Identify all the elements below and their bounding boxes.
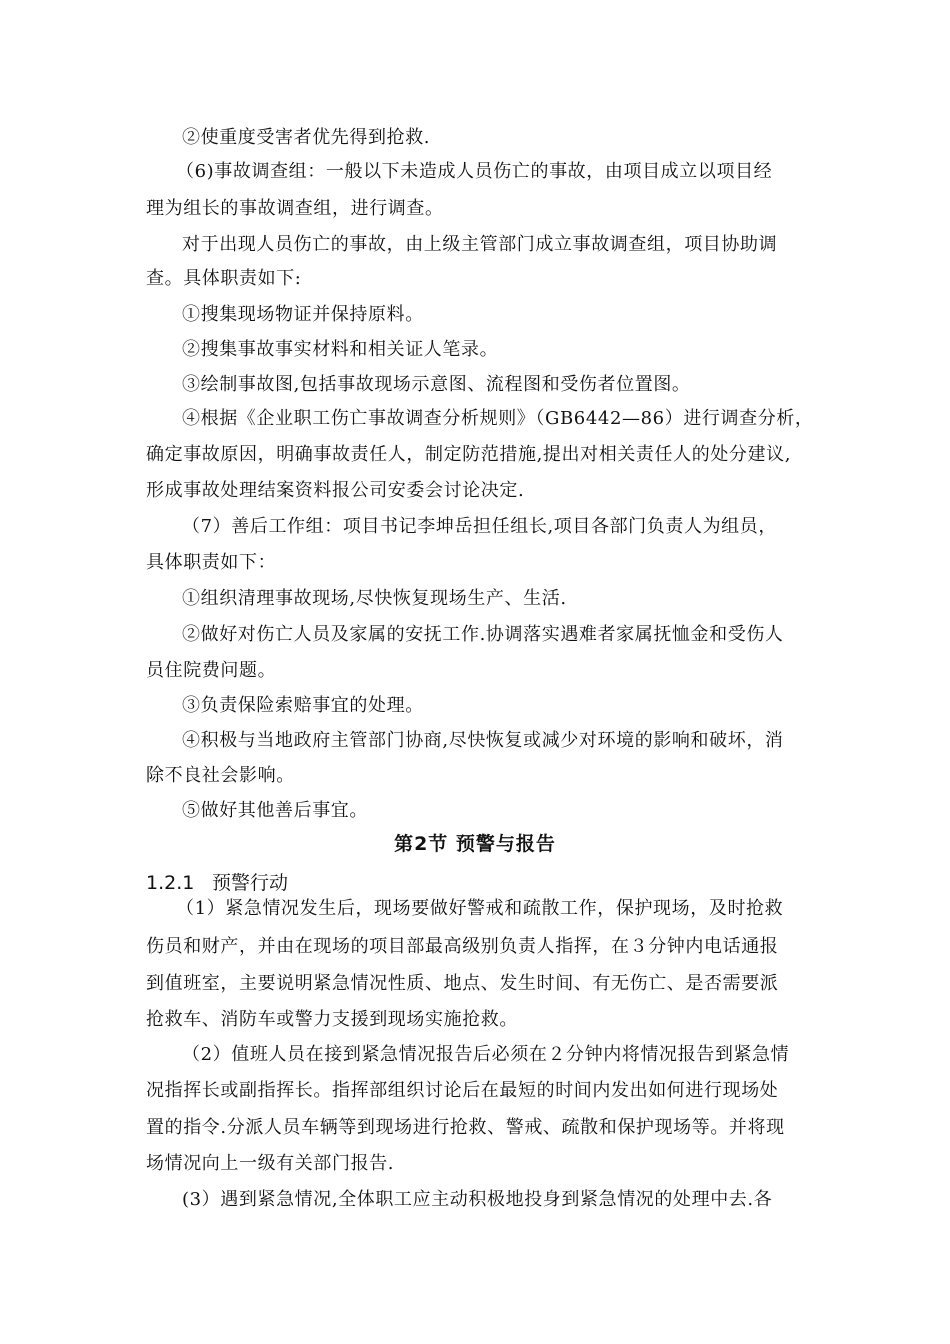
paragraph-line: 查。具体职责如下: bbox=[146, 268, 302, 289]
paragraph-line: ⑤做好其他善后事宜。 bbox=[182, 800, 368, 821]
paragraph-line: ②搜集事故事实材料和相关证人笔录。 bbox=[182, 339, 499, 360]
paragraph-line: 况指挥长或副指挥长。指挥部组织讨论后在最短的时间内发出如何进行现场处 bbox=[146, 1080, 779, 1101]
paragraph-line: ③负责保险索赔事宜的处理。 bbox=[182, 695, 424, 716]
paragraph-line: 除不良社会影响。 bbox=[146, 765, 295, 786]
paragraph-line: （2）值班人员在接到紧急情况报告后必须在２分钟内将情况报告到紧急情 bbox=[182, 1044, 790, 1065]
paragraph-line: ③绘制事故图,包括事故现场示意图、流程图和受伤者位置图。 bbox=[182, 374, 691, 395]
paragraph-line: 形成事故处理结案资料报公司安委会讨论决定. bbox=[146, 480, 525, 501]
paragraph-line: 确定事故原因，明确事故责任人，制定防范措施,提出对相关责任人的处分建议, bbox=[146, 444, 792, 465]
paragraph-line: ②做好对伤亡人员及家属的安抚工作.协调落实遇难者家属抚恤金和受伤人 bbox=[182, 624, 784, 645]
paragraph-line: ④根据《企业职工伤亡事故调查分析规则》（GB6442—86）进行调查分析， bbox=[182, 408, 814, 429]
paragraph-line: (3）遇到紧急情况,全体职工应主动积极地投身到紧急情况的处理中去.各 bbox=[182, 1189, 773, 1210]
paragraph-line: 具体职责如下： bbox=[146, 552, 277, 573]
subsection-title: 预警行动 bbox=[212, 872, 289, 894]
paragraph-line: 对于出现人员伤亡的事故，由上级主管部门成立事故调查组，项目协助调 bbox=[182, 234, 778, 255]
paragraph-line: 理为组长的事故调查组，进行调查。 bbox=[146, 198, 444, 219]
subsection-number: 1.2.1 bbox=[146, 872, 195, 894]
paragraph-line: （7）善后工作组：项目书记李坤岳担任组长,项目各部门负责人为组员， bbox=[182, 516, 777, 537]
subsection-heading bbox=[146, 870, 288, 896]
paragraph-line: （6)事故调查组：一般以下未造成人员伤亡的事故，由项目成立以项目经 bbox=[176, 161, 773, 182]
paragraph-line: 抢救车、消防车或警力支援到现场实施抢救。 bbox=[146, 1009, 518, 1030]
paragraph-line: ④积极与当地政府主管部门协商,尽快恢复或减少对环境的影响和破坏，消 bbox=[182, 730, 784, 751]
paragraph-line: 置的指令.分派人员车辆等到现场进行抢救、警戒、疏散和保护现场等。并将现 bbox=[146, 1117, 785, 1138]
paragraph-line: 员住院费问题。 bbox=[146, 660, 277, 681]
paragraph-line: 伤员和财产，并由在现场的项目部最高级别负责人指挥，在３分钟内电话通报 bbox=[146, 936, 779, 957]
section-heading: 第2节 预警与报告 bbox=[394, 833, 556, 855]
paragraph-line: ①组织清理事故现场,尽快恢复现场生产、生活. bbox=[182, 588, 567, 609]
paragraph-line: 场情况向上一级有关部门报告. bbox=[146, 1153, 395, 1174]
paragraph-line: （1）紧急情况发生后，现场要做好警戒和疏散工作，保护现场，及时抢救 bbox=[176, 898, 784, 919]
paragraph-line: ②使重度受害者优先得到抢救. bbox=[182, 127, 431, 148]
paragraph-line: 到值班室，主要说明紧急情况性质、地点、发生时间、有无伤亡、是否需要派 bbox=[146, 973, 779, 994]
paragraph-line: ①搜集现场物证并保持原料。 bbox=[182, 304, 424, 325]
